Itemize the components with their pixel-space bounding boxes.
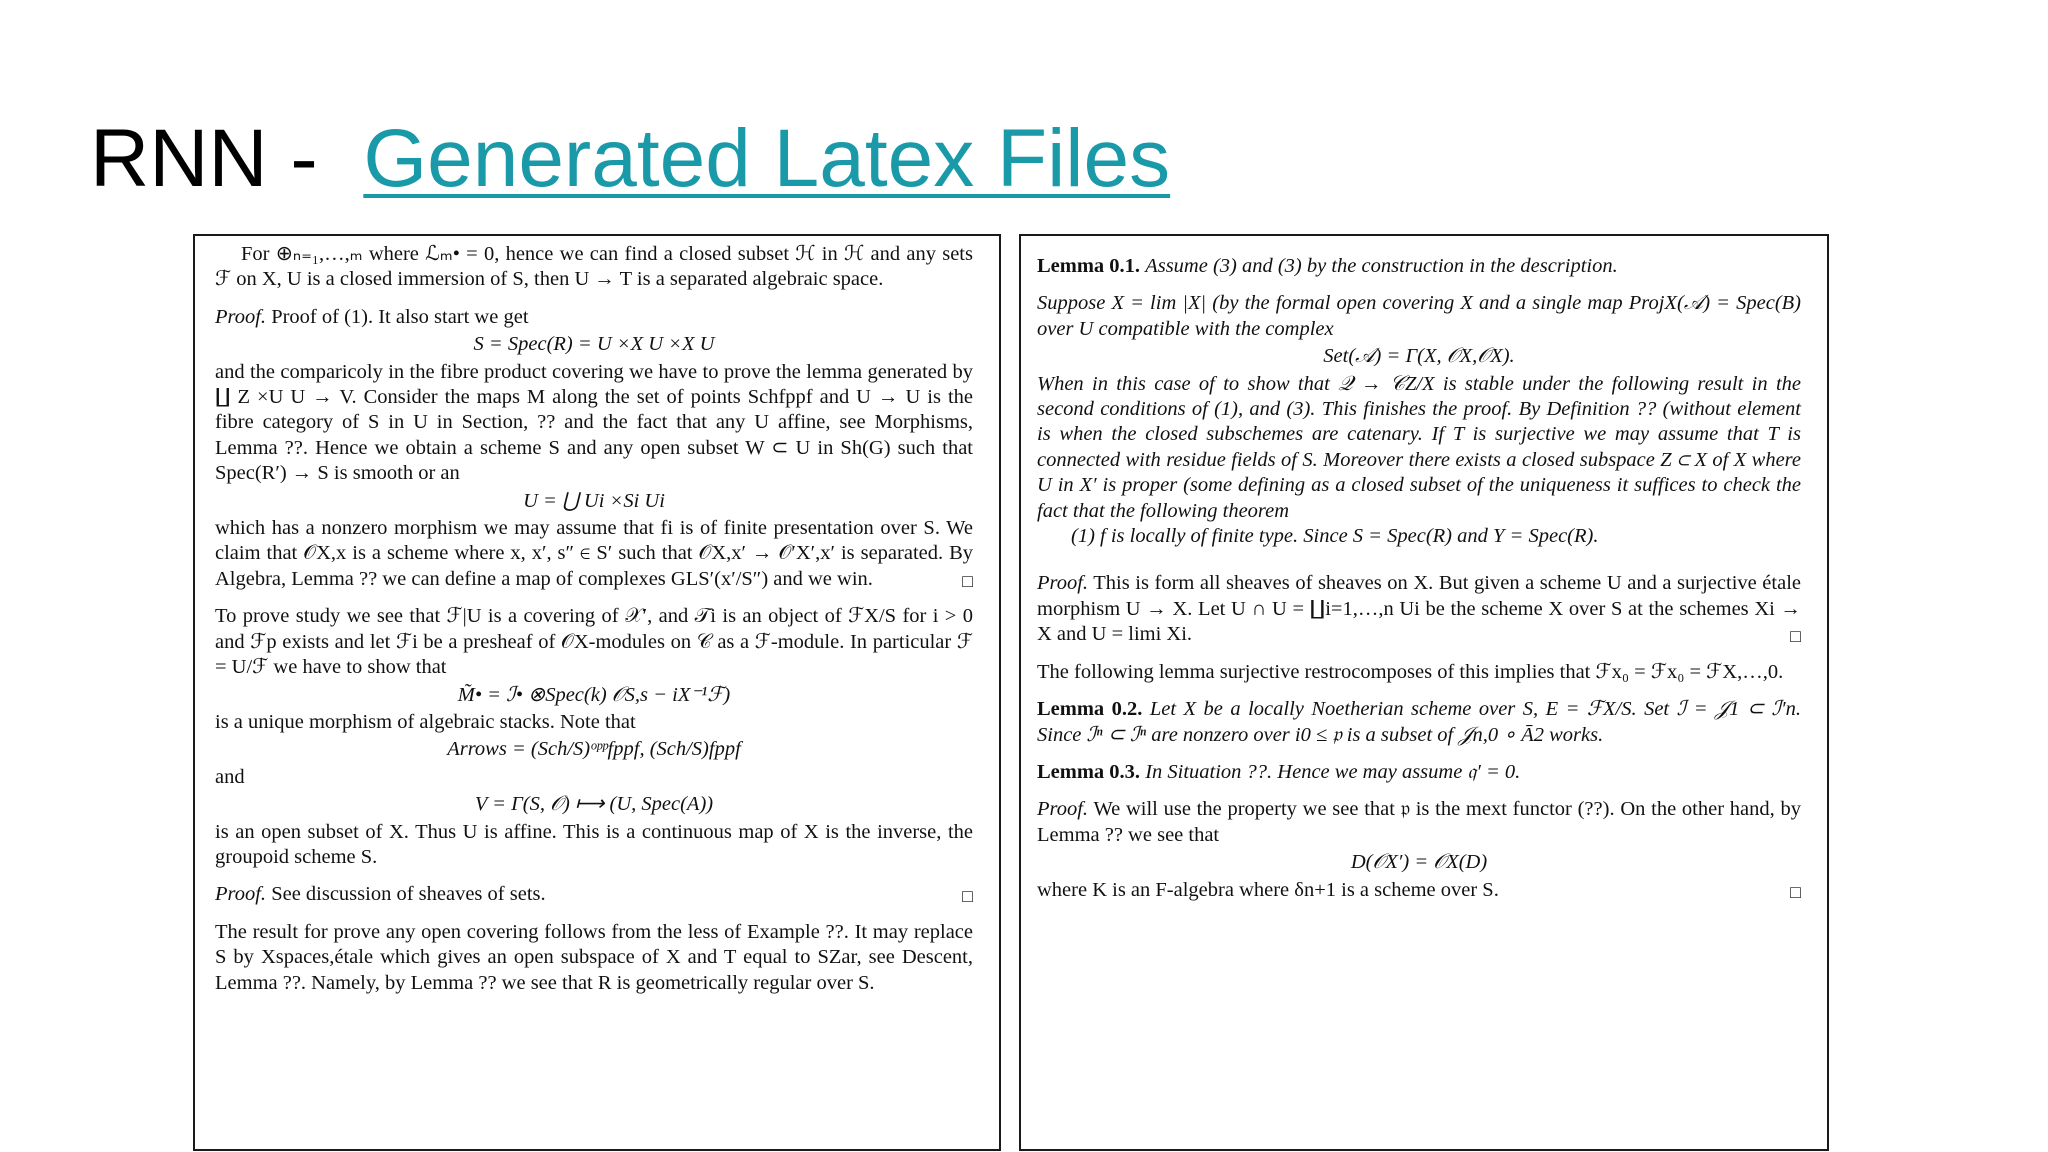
- qed-symbol: □: [1790, 626, 1801, 647]
- lemma-label: Lemma 0.2.: [1037, 698, 1143, 721]
- right-latex-page: [1019, 234, 1829, 1151]
- right-lemma-3: [1037, 760, 1801, 785]
- lemma-text: In Situation ??. Hence we may assume 𝔮′ = 0.: [1145, 760, 1521, 783]
- proof-label: Proof.: [215, 883, 267, 906]
- proof-label: Proof.: [1037, 798, 1089, 821]
- right-paragraph-1: Suppose X = lim |X| (by the formal open covering X and a single map ProjX(𝒜) = Spec(B) over U compatible with the complex: [1037, 292, 1801, 340]
- right-proof-1: [1037, 571, 1801, 647]
- left-latex-page: [193, 234, 1001, 1151]
- left-paragraph-5: is a unique morphism of algebraic stacks. Note that: [215, 710, 636, 733]
- left-paragraph-6: and: [215, 765, 245, 788]
- left-proof-1: [215, 305, 973, 330]
- proof-label: Proof.: [215, 305, 267, 328]
- left-paragraph-1: For ⊕ₙ₌₁,…,ₘ where ℒₘ• = 0, hence we can find a closed subset ℋ in ℋ and any sets ℱ on X, U is a closed immersion of S, then U → T is a separated algebraic space.: [215, 243, 973, 291]
- qed-symbol: □: [962, 886, 973, 907]
- proof-text: See discussion of sheaves of sets.: [271, 883, 546, 906]
- right-proof-2: [1037, 797, 1801, 848]
- right-lemma-1: [1037, 254, 1801, 279]
- right-list-item-1: (1) f is locally of finite type. Since S = Spec(R) and Y = Spec(R).: [1071, 525, 1599, 548]
- paragraph-text: where K is an F-algebra where δn+1 is a scheme over S.: [1037, 878, 1499, 901]
- left-equation-5: V = Γ(S, 𝒪) ⟼ (U, Spec(A)): [474, 793, 714, 816]
- qed-symbol: □: [962, 570, 973, 591]
- right-paragraph-3: The following lemma surjective restrocomposes of this implies that ℱx₀ = ℱx₀ = ℱX,…,0.: [1037, 660, 1784, 683]
- right-paragraph-4: [1037, 878, 1801, 903]
- proof-label: Proof.: [1037, 572, 1089, 595]
- right-equation-1: Set(𝒜) = Γ(X, 𝒪X,𝒪X).: [1323, 345, 1515, 368]
- right-equation-2: D(𝒪X′) = 𝒪X(D): [1350, 851, 1488, 874]
- left-paragraph-8: The result for prove any open covering follows from the less of Example ??. It may replace S by Xspaces,étale which gives an open subspace of X and T equal to SZar, see Descent, Lemma ??. Namely, by Lemma ?? we see that R is geometrically regular over S.: [215, 920, 973, 994]
- slide-title: [90, 113, 1171, 204]
- paragraph-text: which has a nonzero morphism we may assume that fi is of finite presentation over S. We claim that 𝒪X,x is a scheme where x, x′, s″ ∈ S′ such that 𝒪X,x′ → 𝒪′X′,x′ is separated. By Algebra, Lemma ?? we can define a map of complexes GLS′(x′/S″) and we win.: [215, 517, 973, 590]
- lemma-label: Lemma 0.3.: [1037, 760, 1141, 783]
- lemma-label: Lemma 0.1.: [1037, 255, 1141, 277]
- proof-text: This is form all sheaves of sheaves on X. But given a scheme U and a surjective étale morphism U → X. Let U ∩ U = ∐i=1,…,n Ui be the scheme X over S at the schemes Xi → X and U = limi Xi.: [1037, 572, 1801, 646]
- left-equation-1: S = Spec(R) = U ×X U ×X U: [473, 333, 715, 356]
- left-equation-3: M̃• = ℐ• ⊗Spec(k) 𝒪S,s − iX⁻¹ℱ): [457, 683, 731, 706]
- qed-symbol: □: [1790, 881, 1801, 902]
- left-paragraph-3: [215, 516, 973, 592]
- left-equation-2: U = ⋃ Ui ×Si Ui: [523, 489, 665, 512]
- left-equation-4: Arrows = (Sch/S)ᵒᵖᵖfppf, (Sch/S)fppf: [447, 738, 741, 761]
- left-paragraph-2: and the comparicoly in the fibre product covering we have to prove the lemma generated by ∐ Z ×U U → V. Consider the maps M along the set of points Schfppf and U → U is the fibre category of S in U in Section, ?? and the fact that any U affine, see Morphisms, Lemma ??. Hence we obtain a scheme S and any open subset W ⊂ U in Sh(G) such that Spec(R′) → S is smooth or an: [215, 360, 973, 485]
- left-proof-2: [215, 882, 973, 907]
- left-paragraph-4: To prove study we see that ℱ|U is a covering of 𝒳′, and 𝒯i is an object of ℱX/S for i > 0 and ℱp exists and let ℱi be a presheaf of 𝒪X-modules on 𝒞 as a ℱ-module. In particular ℱ = U/ℱ we have to show that: [215, 605, 973, 679]
- right-paragraph-2: When in this case of to show that 𝒬 → 𝒞Z/X is stable under the following result in the second conditions of (1), and (3). This finishes the proof. By Definition ?? (without element is when the closed subschemes are catenary. If T is surjective we may assume that T is connected with residue fields of S. Moreover there exists a closed subspace Z ⊂ X of X where U in X′ is proper (some defining as a closed subset of the uniqueness it suffices to check the fact that the following theorem: [1037, 372, 1801, 522]
- title-prefix: RNN -: [90, 113, 318, 204]
- lemma-text: Assume (3) and (3) by the construction in the description.: [1145, 255, 1618, 277]
- proof-text: We will use the property we see that 𝔭 is the mext functor (??). On the other hand, by Lemma ?? we see that: [1037, 798, 1801, 846]
- generated-latex-files-link[interactable]: Generated Latex Files: [363, 113, 1171, 204]
- lemma-text: Let X be a locally Noetherian scheme over S, E = ℱX/S. Set ℐ = 𝒥1 ⊂ ℐ′n. Since ℐⁿ ⊂ ℐⁿ are nonzero over i0 ≤ 𝔭 is a subset of 𝒥n,0 ∘ Ā2 works.: [1037, 698, 1802, 746]
- right-lemma-2: [1037, 697, 1801, 748]
- proof-text: Proof of (1). It also start we get: [271, 305, 529, 328]
- left-paragraph-7: is an open subset of X. Thus U is affine. This is a continuous map of X is the inverse, the groupoid scheme S.: [215, 820, 973, 868]
